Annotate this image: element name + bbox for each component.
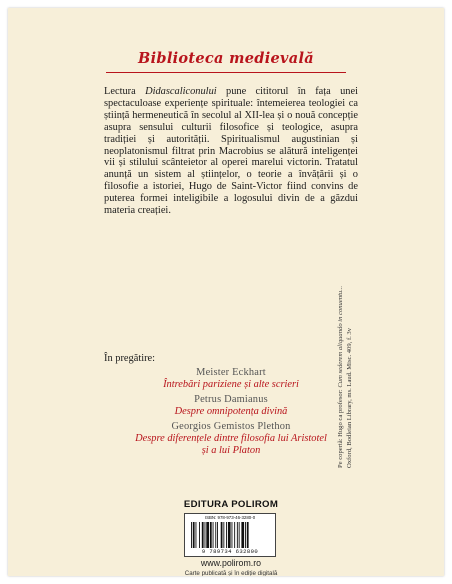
- digital-edition-note: Carte publicată și în ediție digitală: [184, 570, 278, 576]
- book-author: Georgios Gemistos Plethon: [171, 421, 291, 432]
- credit-line-1: [337, 168, 346, 468]
- in-preparation-heading: În pregătire:: [104, 353, 156, 364]
- book-author: Petrus Damianus: [194, 394, 268, 405]
- blurb-work-title: Didascaliconului: [145, 86, 217, 97]
- upcoming-book: [104, 421, 358, 457]
- upcoming-book: [104, 394, 358, 418]
- book-title-line-1: Despre diferențele dintre filosofia lui Aristotel: [135, 433, 327, 444]
- publisher-website: www.polirom.ro: [200, 558, 262, 568]
- series-title: Biblioteca medievală: [138, 50, 314, 67]
- blurb-paragraph: [104, 86, 358, 217]
- blurb-intro: Lectura: [104, 86, 146, 97]
- publisher-name: EDITURA POLIROM: [183, 499, 279, 510]
- book-title-line-2: și a lui Platon: [201, 445, 261, 456]
- ean-digits: 9 789734 632800: [201, 548, 259, 555]
- cover-image-credit: [337, 168, 354, 468]
- isbn-number: ISBN: 978-973-46-3280-0: [204, 515, 256, 520]
- back-cover: [8, 8, 444, 576]
- book-title: Întrebări pariziene și alte scrieri: [163, 379, 299, 390]
- book-title: Despre omnipotența divină: [174, 406, 288, 417]
- credit-manuscript-title: Cum sederem aliquando in conuentu...: [337, 285, 344, 388]
- credit-line-2: Oxford, Bodleian Library, ms. Laud. Misc. 409, f. 3v: [345, 327, 353, 468]
- in-preparation-section: [104, 352, 358, 457]
- series-title-rule: [106, 72, 346, 73]
- barcode-bars: [191, 522, 269, 548]
- upcoming-book: [104, 367, 358, 391]
- book-author: Meister Eckhart: [196, 367, 266, 378]
- barcode: [184, 513, 276, 557]
- blurb-text: pune cititorul în fața unei spectaculoase experiențe spirituale: întemeierea teologiei ca știință hermeneutică în secolul al XII-lea și o nouă concepție asupra sensului culturii filosofice și teologice, asupra tradiției și autorității. Spiritualismul augustinian și neoplatonismul filtrat prin Macrobius se alătură inteligenței vii și stilului scânteietor al operei marelui victorin. Tratatul anunță un sistem al științelor, o teorie a învățării și o filosofie a istoriei, Hugo de Saint-Victor fiind convins de puterea formei inteligibile a logosului divin de a găzdui materia creației.: [104, 86, 358, 217]
- credit-prefix: Pe copertă: Hugo ca profesor:: [337, 387, 344, 468]
